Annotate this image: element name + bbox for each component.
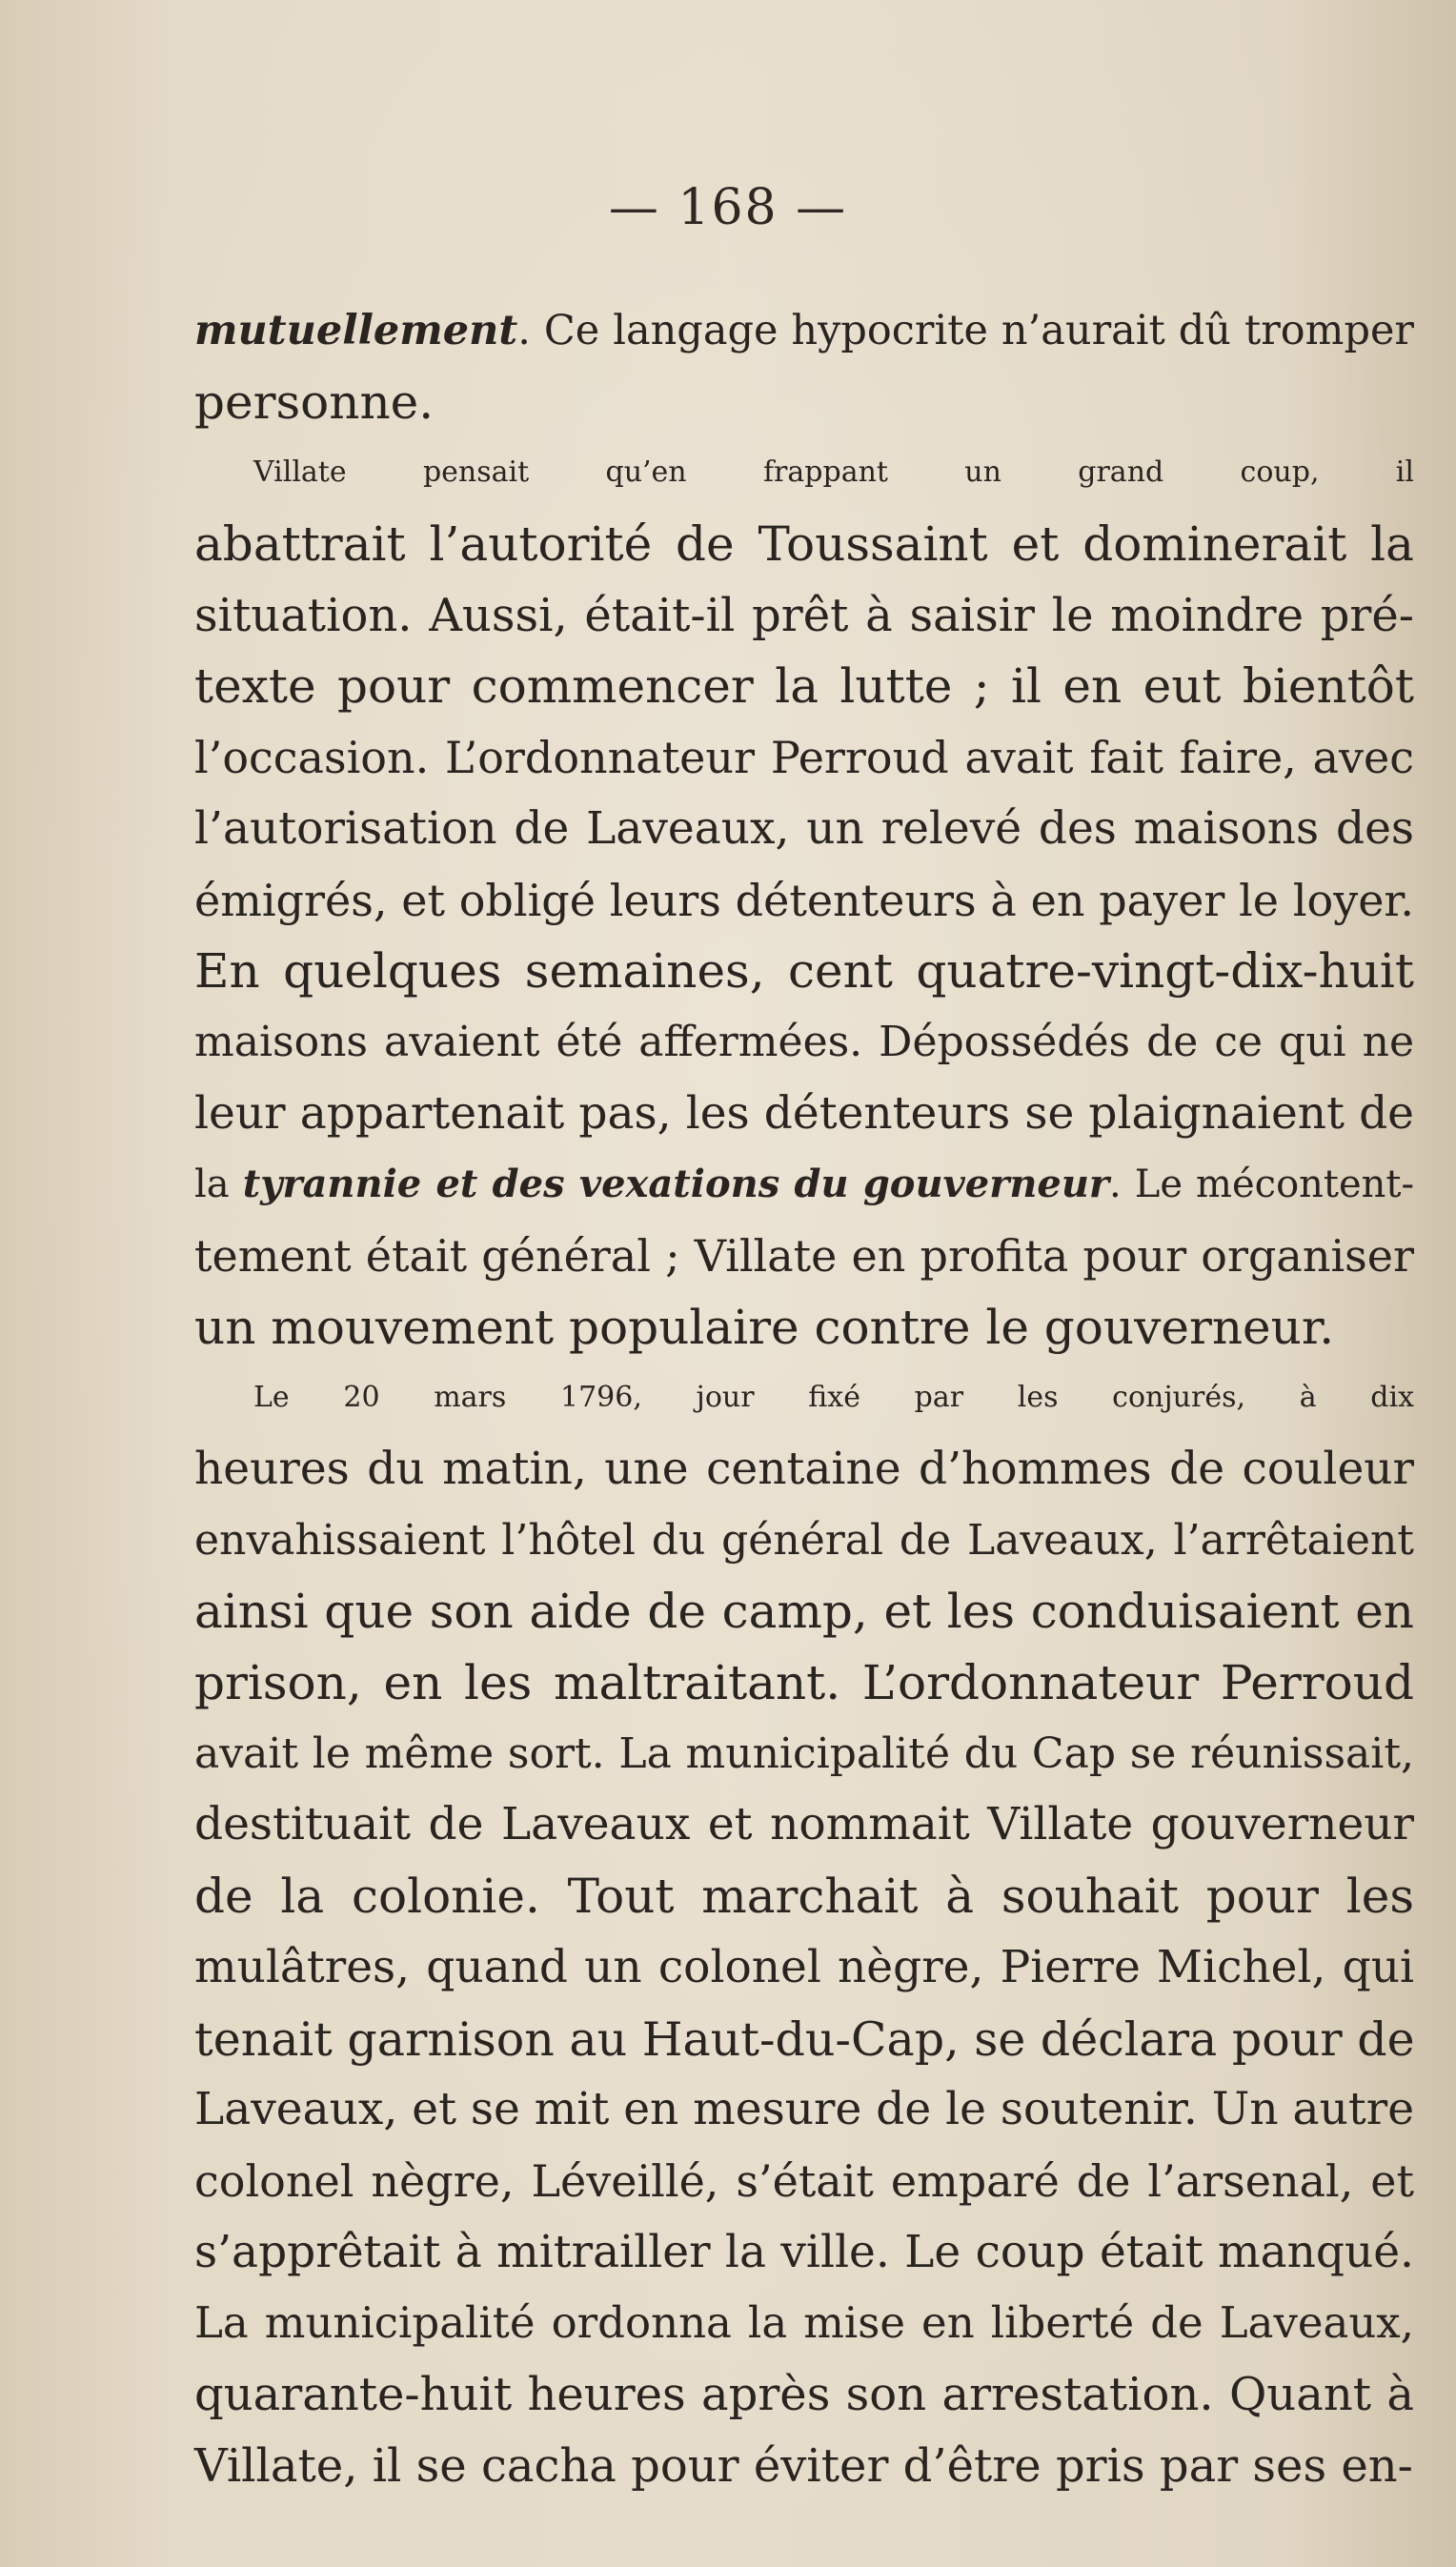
text-segment: situation. Aussi, était-il prêt à saisir le moindre pré- — [194, 588, 1414, 642]
text-segment: de la colonie. Tout marchait à souhait pour les — [194, 1869, 1414, 1925]
text-line — [194, 509, 1414, 580]
text-line — [194, 2004, 1414, 2075]
text-segment: maisons avaient été affermées. Dépossédés de ce qui ne — [194, 1017, 1414, 1066]
text-segment: heures du matin, une centaine d’hommes de couleur — [194, 1443, 1414, 1495]
text-line — [194, 1932, 1414, 2004]
text-segment: Le 20 mars 1796, jour fixé par les conjurés, à dix — [253, 1381, 1414, 1415]
italic-text-segment: mutuellement — [194, 307, 518, 354]
text-line — [194, 1789, 1414, 1861]
italic-text-segment: tyrannie et des vexations du gouverneur — [242, 1162, 1110, 1207]
text-segment: l’occasion. L’ordonnateur Perroud avait fait faire, avec — [194, 732, 1414, 784]
text-line — [194, 1363, 1414, 1434]
text-line — [194, 722, 1414, 794]
text-segment: leur appartenait pas, les détenteurs se plaignaient de — [194, 1086, 1414, 1140]
text-segment: personne. — [194, 374, 435, 430]
text-segment: envahissaient l’hôtel du général de Laveaux, l’arrêtaient — [194, 1515, 1414, 1565]
text-line — [194, 865, 1414, 937]
text-segment: un mouvement populaire contre le gouverneur. — [194, 1299, 1335, 1355]
text-line — [194, 651, 1414, 722]
text-line — [194, 1149, 1414, 1221]
text-line — [194, 2288, 1414, 2359]
text-segment: s’apprêtait à mitrailler la ville. Le coup était manqué. — [194, 2225, 1414, 2278]
text-line — [194, 794, 1414, 865]
text-segment: émigrés, et obligé leurs détenteurs à en payer le loyer. — [194, 874, 1414, 926]
text-line — [194, 2146, 1414, 2217]
text-line — [194, 1292, 1414, 1364]
text-segment: . Ce langage hypocrite n’aurait dû tromper — [517, 307, 1414, 354]
text-line — [194, 2359, 1414, 2431]
text-segment: colonel nègre, Léveillé, s’était emparé de l’arsenal, et — [194, 2154, 1414, 2207]
text-line — [194, 2217, 1414, 2289]
body-text — [194, 295, 1414, 2501]
text-line — [194, 580, 1414, 652]
text-segment: quarante-huit heures après son arrestation. Quant à — [194, 2367, 1414, 2421]
text-segment: texte pour commencer la lutte ; il en eut bientôt — [194, 658, 1414, 715]
text-line — [194, 1079, 1414, 1150]
text-line — [194, 1007, 1414, 1079]
text-segment: destituait de Laveaux et nommait Villate gouverneur — [194, 1798, 1414, 1851]
text-segment: Laveaux, et se mit en mesure de le soutenir. Un autre — [194, 2083, 1415, 2136]
page-number: — 168 — — [608, 179, 848, 236]
text-line — [194, 1719, 1414, 1790]
text-line — [194, 1647, 1414, 1719]
text-segment: La municipalité ordonna la mise en liberté de Laveaux, — [194, 2297, 1414, 2349]
text-line — [194, 367, 1414, 438]
text-line — [194, 2074, 1414, 2146]
text-line — [194, 1506, 1414, 1577]
text-line — [194, 1861, 1414, 1932]
text-segment: l’autorisation de Laveaux, un relevé des maisons des — [194, 801, 1414, 855]
text-line — [194, 1221, 1414, 1292]
text-segment: . Le mécontent- — [1109, 1162, 1415, 1207]
text-line — [194, 936, 1414, 1007]
text-segment: avait le même sort. La municipalité du Cap se réunissait, — [194, 1728, 1414, 1778]
text-segment: En quelques semaines, cent quatre-vingt-dix-huit — [194, 943, 1414, 1000]
text-segment: prison, en les maltraitant. L’ordonnateur Perroud — [194, 1655, 1414, 1711]
text-line — [194, 1434, 1414, 1506]
text-segment: tenait garnison au Haut-du-Cap, se déclara pour de — [194, 2011, 1415, 2067]
text-line — [194, 2431, 1414, 2502]
text-segment: la — [194, 1162, 243, 1207]
text-segment: mulâtres, quand un colonel nègre, Pierre Michel, qui — [194, 1940, 1414, 1993]
text-segment: Villate pensait qu’en frappant un grand coup, il — [253, 455, 1414, 490]
text-segment: abattrait l’autorité de Toussaint et dominerait la — [194, 516, 1414, 573]
text-line — [194, 295, 1414, 367]
text-segment: tement était général ; Villate en profita pour organiser — [194, 1229, 1414, 1282]
text-line — [194, 437, 1414, 509]
text-line — [194, 1576, 1414, 1647]
text-segment: Villate, il se cacha pour éviter d’être pris par ses en- — [194, 2438, 1413, 2493]
text-segment: ainsi que son aide de camp, et les conduisaient en — [194, 1584, 1414, 1640]
